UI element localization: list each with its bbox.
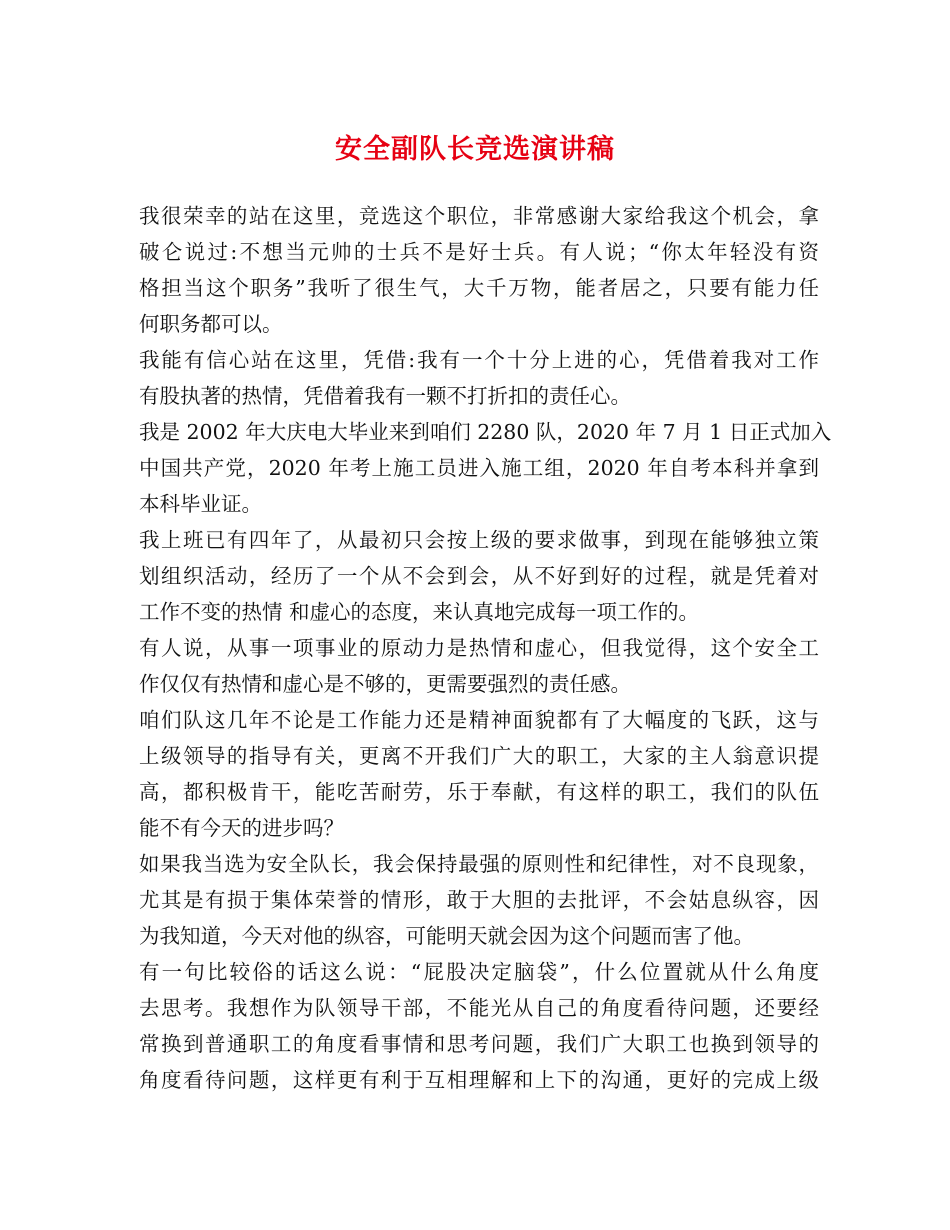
document-body [139, 198, 832, 1098]
body-line: 常换到普通职工的角度看事情和思考问题，我们广大职工也换到领导的 [139, 1032, 819, 1056]
body-line: 如果我当选为安全队长，我会保持最强的原则性和纪律性，对不良现象， [139, 852, 819, 876]
document-title: 安全副队长竞选演讲稿 [335, 134, 615, 165]
body-line: 我很荣幸的站在这里，竞选这个职位，非常感谢大家给我这个机会，拿 [139, 204, 819, 228]
body-line: 本科毕业证。 [139, 492, 262, 516]
body-line: 划组织活动，经历了一个从不会到会，从不好到好的过程，就是凭着对 [139, 564, 819, 588]
body-line: 尤其是有损于集体荣誉的情形，敢于大胆的去批评，不会姑息纵容，因 [139, 888, 819, 912]
body-line: 角度看待问题，这样更有利于互相理解和上下的沟通，更好的完成上级 [139, 1068, 819, 1092]
body-line: 能不有今天的进步吗？ [139, 816, 344, 840]
body-line: 有一句比较俗的话这么说：“屁股决定脑袋”，什么位置就从什么角度 [139, 960, 819, 984]
body-line: 我能有信心站在这里，凭借:我有一个十分上进的心，凭借着我对工作 [139, 348, 819, 372]
body-line: 工作不变的热情 和虚心的态度，来认真地完成每一项工作的。 [139, 600, 700, 624]
body-line: 为我知道，今天对他的纵容，可能明天就会因为这个问题而害了他。 [139, 924, 754, 948]
body-line: 我是 2002 年大庆电大毕业来到咱们 2280 队，2020 年 7 月 1 日正式加入 [139, 420, 832, 444]
body-line: 去思考。我想作为队领导干部，不能光从自己的角度看待问题，还要经 [139, 996, 819, 1020]
body-line: 有股执著的热情，凭借着我有一颗不打折扣的责任心。 [139, 384, 631, 408]
body-line: 破仑说过:不想当元帅的士兵不是好士兵。有人说；“你太年轻没有资 [139, 240, 819, 264]
body-line: 咱们队这几年不论是工作能力还是精神面貌都有了大幅度的飞跃，这与 [139, 708, 819, 732]
body-line: 中国共产党，2020 年考上施工员进入施工组，2020 年自考本科并拿到 [139, 456, 819, 480]
body-line: 作仅仅有热情和虚心是不够的，更需要强烈的责任感。 [139, 672, 631, 696]
body-line: 我上班已有四年了，从最初只会按上级的要求做事，到现在能够独立策 [139, 528, 819, 552]
body-line: 高，都积极肯干，能吃苦耐劳，乐于奉献，有这样的职工，我们的队伍 [139, 780, 819, 804]
body-line: 格担当这个职务”我听了很生气，大千万物，能者居之，只要有能力任 [139, 276, 819, 300]
body-line: 上级领导的指导有关，更离不开我们广大的职工，大家的主人翁意识提 [139, 744, 819, 768]
body-line: 有人说，从事一项事业的原动力是热情和虚心，但我觉得，这个安全工 [139, 636, 819, 660]
body-line: 何职务都可以。 [139, 312, 283, 336]
